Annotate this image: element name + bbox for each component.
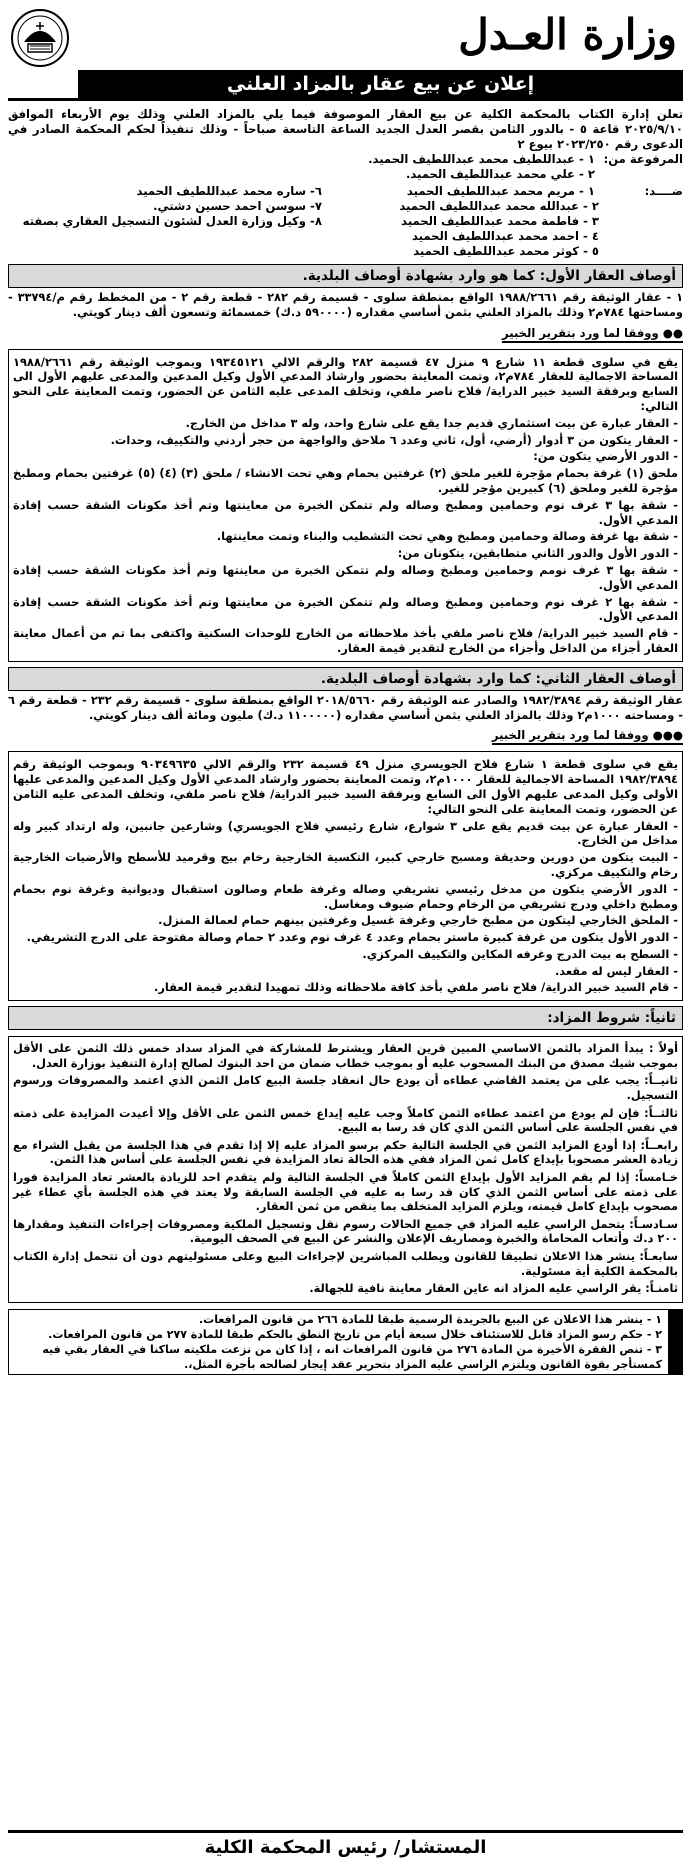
property-2-detail: - الدور الأرضي يتكون من مدخل رئيسي تشريفي وصاله وغرفة طعام وصالون استقبال وديوانية وغرفة نوم بحمام ومطبخ داخلي ودرج تشريفي من الرخام وحمام ضيوف ومغاسل. bbox=[13, 881, 678, 911]
plaintiff-1: ١ - عبداللطيف محمد عبداللطيف الحميد. bbox=[368, 152, 595, 166]
defendants-column-2 bbox=[8, 184, 322, 259]
property-2-detail: - العقار ليس له مقعد. bbox=[554, 963, 678, 978]
plaintiffs bbox=[8, 152, 683, 182]
property-2-detail: - البيت يتكون من دورين وحديقة ومسبح خارجي كبير، التكسية الخارجية رخام بيج وقرميد للأسطح والأرضيات الخارجية رخام والتكييف مركزي. bbox=[13, 850, 678, 879]
intro-paragraph: تعلن إدارة الكتاب بالمحكمة الكلية عن بيع العقار الموصوفة فيما يلي بالمزاد العلني وذلك يوم الأربعاء الموافق ٢٠٢٥/٩/١٠ قاعة ٥ - بالدور الثامن بقصر العدل الجديد الساعة التاسعة صباحاً - وذلك تنفيذاً لحكم المحكمة الصادر في الدعوى رقم ٢٠٢٣/٢٥٠ بيوع ٢ bbox=[8, 107, 683, 151]
notes-box bbox=[8, 1309, 683, 1375]
kuwait-emblem-icon bbox=[10, 8, 70, 68]
note-item: ٣ - تنص الفقرة الأخيرة من المادة ٢٧٦ من قانون المرافعات انه ، إذا كان من نزعت ملكيته ساكنا في العقار بقي فيه كمستأجر بقوة القانون ويلتزم الراسي عليه المزاد بتحرير عقد إيجار لصالحه بأجرة المثل،. bbox=[42, 1342, 662, 1371]
term-item: خـامساً: إذا لم يقم المزايد الأول بإيداع الثمن كاملاً في الجلسة التالية ولم يتقدم احد للزيادة بالعشر تعاد المزايدة فورا على ذمته على أساس الثمن الذي كان قد رسا به عليه في الجلسة السابقة ولا يعتد في هذه الجلسة بأي عطاء غير مصحوب بإيداع كامل قيمته، ويلزم المزايد المتخلف بما ينقص من ثمن العقار. bbox=[13, 1171, 678, 1214]
property-2-municipal: عقار الوثيقة رقم ١٩٨٢/٣٨٩٤ والصادر عنه الوثيقة رقم ٢٠١٨/٥٦٦٠ الواقع بمنطقة سلوى - قسيمة رقم ٢٣٢ - قطعة رقم ٦ - ومساحته ١٠٠٠م٢ وذلك بالمزاد العلني بثمن أساسي مقداره (١١٠٠٠٠٠ د.ك) مليون ومائة ألف دينار كويتي. bbox=[8, 692, 684, 722]
defendants-label: ضــــد: bbox=[644, 184, 683, 198]
property-2-expert-report bbox=[8, 751, 683, 1001]
property-1-detail: ملحق (١) غرفة بحمام مؤجرة للغير ملحق (٢) غرفتين بحمام وهي تحت الانشاء / ملحق (٣) (٤) (٥) غرفتين بحمام ومطبخ مؤجرة للغير وملحق (٦) كبيرين مؤجر للغير. bbox=[13, 466, 678, 495]
property-2-expert-heading: ●●● ووفقا لما ورد بتقرير الخبير bbox=[492, 728, 683, 745]
defendant-2: ٢ - عبدالله محمد عبداللطيف الحميد bbox=[399, 199, 599, 213]
property-1-detail: - الدور الأول والدور الثاني متطابقين، يتكونان من: bbox=[397, 546, 678, 561]
property-1-heading: أوصاف العقار الأول: كما هو وارد بشهادة أوصاف البلدية. bbox=[8, 264, 683, 288]
term-item: أولاً : يبدأ المزاد بالثمن الاساسي المبين قرين العقار ويشترط للمشاركة في المزاد سداد خمس ذلك الثمن على الأقل بموجب شيك مصدق من البنك المسحوب عليه أو بموجب خطاب ضمان من احد البنوك لصالح إدارة التنفيذ بوزارة العدل. bbox=[13, 1042, 678, 1070]
term-item: ثانيــاً: يجب على من يعتمد القاضي عطاءه أن يودع حال انعقاد جلسة البيع كامل الثمن الذي اعتمد والمصروفات ورسوم التسجيل. bbox=[13, 1074, 678, 1103]
notes-body bbox=[9, 1310, 668, 1374]
terms-heading: ثانياً: شروط المزاد: bbox=[8, 1006, 683, 1030]
term-item: سابعـاً: ينشر هذا الاعلان تطبيقا للقانون ويطلب المباشرين لإجراءات البيع وعلى مسئوليتهم دون أن تتحمل إدارة الكتاب بالمحكمة الكلية أية مسئولية. bbox=[13, 1250, 678, 1278]
defendants-column-1 bbox=[322, 184, 683, 259]
property-1-detail: - شقة بها غرفة وصالة وحمامين ومطبخ وهي تحت التشطيب والبناء وتمت معاينتها. bbox=[216, 529, 678, 544]
property-1-expert-heading: ●● ووفقا لما ورد بتقرير الخبير bbox=[502, 326, 683, 343]
defendant-3: ٣ - فاطمة محمد عبداللطيف الحميد bbox=[401, 214, 599, 228]
term-item: ثالثــاً: فإن لم يودع من اعتمد عطاءه الثمن كاملاً وجب عليه إيداع خمس الثمن على الأقل وإلا أعيدت المزايدة على ذمته في نفس الجلسة على أساس الثمن الذي كان قد رسا به البيع. bbox=[13, 1106, 678, 1135]
property-1-detail: - شقة بها ٢ غرف نوم وحمامين ومطبخ وصاله ولم تتمكن الخبرة من معاينتها وتم أخذ مكونات الشقة حسب إفادة المدعي الأول. bbox=[13, 594, 678, 624]
property-2-heading: أوصاف العقار الثاني: كما وارد بشهادة أوصاف البلدية. bbox=[8, 667, 683, 691]
term-item: ثامنـاً: يقر الراسي عليه المزاد انه عاين العقار معاينة نافية للجهالة. bbox=[309, 1282, 678, 1296]
property-1-detail: - العقار يتكون من ٣ أدوار (أرضي، أول، ثاني وعدد ٦ ملاحق والواجهة من حجر أردني والتكييف، وحدات. bbox=[110, 432, 678, 447]
property-1-municipal: ١ - عقار الوثيقة رقم ١٩٨٨/٢٦٦١ الواقع بمنطقة سلوى - قسيمة رقم ٢٨٢ - قطعة رقم ٢ - من المخطط رقم م/٣٣٧٩٤ - ومساحتها ٧٨٤م٢ وذلك بالمزاد العلني بثمن أساسي مقداره (٥٩٠٠٠٠ د.ك) خمسمائة وتسعون ألف دينار كويتي. bbox=[8, 290, 684, 319]
property-1-detail: - الدور الأرضي يتكون من: bbox=[533, 449, 678, 464]
announcement-banner: إعلان عن بيع عقار بالمزاد العلني bbox=[78, 70, 683, 98]
defendant-4: ٤ - احمد محمد عبداللطيف الحميد bbox=[411, 229, 599, 243]
note-item: ٢ - حكم رسو المزاد قابل للاستئناف خلال سبعة أيام من تاريخ النطق بالحكم طبقا للمادة ٢٧٧ من قانون المرافعات. bbox=[48, 1327, 662, 1341]
property-1-detail: - العقار عبارة عن بيت استثماري قديم جدا يقع على شارع واحد، وله ٣ مداخل من الخارج. bbox=[185, 415, 678, 430]
notes-side-bar bbox=[668, 1310, 682, 1374]
defendants bbox=[8, 184, 683, 259]
note-item: ١ - ينشر هذا الاعلان عن البيع بالجريدة الرسمية طبقا للمادة ٢٦٦ من قانون المرافعات. bbox=[198, 1312, 662, 1326]
defendant-5: ٥ - كوثر محمد عبداللطيف الحميد bbox=[413, 244, 599, 258]
property-2-detail: - السطح به بيت الدرج وغرفه المكاين والتكييف المركزي. bbox=[362, 946, 678, 961]
plaintiff-2: ٢ - علي محمد عبداللطيف الحميد. bbox=[405, 167, 595, 181]
announcement-page bbox=[8, 6, 683, 1858]
property-1-expert-intro: يقع في سلوى قطعة ١١ شارع ٩ منزل ٤٧ قسيمة ٢٨٢ والرقم الالي ١٩٣٤٥١٢١ وبموجب الوثيقة رقم ١٩٨٨/٢٦٦١ المساحة الاجمالية للعقار ٧٨٤م٢، وتمت المعاينة بحضور وارشاد المدعي الأول وكيل المدعين والمدعى عليهم الأول الى السابع وبرفقة السيد خبير الدراية/ فلاح ناصر ملفي، وتخلف المدعى عليه الثامن عن الحضور، وتمت المعاينة على النحو التالي: bbox=[13, 354, 678, 413]
defendant-1: ١ - مريم محمد عبداللطيف الحميد bbox=[406, 184, 595, 198]
defendant-7: ٧- سوسن احمد حسين دشتي. bbox=[153, 199, 322, 213]
signature-footer: المستشار/ رئيس المحكمة الكلية bbox=[8, 1830, 683, 1858]
ministry-title: وزارة العـدل bbox=[458, 10, 677, 59]
property-1-expert-report bbox=[8, 349, 683, 662]
property-2-expert-intro: يقع في سلوى قطعة ١ شارع فلاح الجويسري منزل ٤٩ قسيمة ٢٣٢ والرقم الالي ٩٠٣٤٩٦٣٥ وبموجب الوثيقة رقم ١٩٨٢/٣٨٩٤ المساحة الاجمالية للعقار ١٠٠٠م٢، وتمت المعاينة بحضور وارشاد المدعي الأول وكيل المدعين والمدعى عليها الأولى وكيل المدعى عليهم الأول الى السابع وبرفقة السيد خبير الدراية/ فلاح ناصر ملفي، وتخلف المدعى عليه الثامن عن الحضور، وتمت المعاينة على النحو التالي: bbox=[13, 757, 678, 816]
property-2-detail: - الدور الأول يتكون من غرفة كبيرة ماستر بحمام وعدد ٤ غرف نوم وعدد ٢ حمام وصالة مفتوحة على الدرج التشريفي. bbox=[26, 930, 678, 945]
property-1-detail: - شقة بها ٣ غرف نوم وحمامين ومطبخ وصاله ولم تتمكن الخبرة من معاينتها وتم أخذ مكونات الشقة حسب إفادة المدعي الأول. bbox=[13, 497, 678, 527]
plaintiffs-label: المرفوعة من: bbox=[603, 152, 683, 166]
terms-list bbox=[8, 1036, 683, 1303]
term-item: رابعــاً: إذا أودع المزايد الثمن في الجلسة التالية حكم برسو المزاد عليه إلا إذا تقدم في هذا الجلسة من يقبل الشراء مع زيادة العشر مصحوبا بإيداع كامل ثمن المزاد ففي هذه الحالة تعاد المزايدة في نفس الجلسة على أساس هذا الثمن. bbox=[13, 1138, 678, 1167]
defendant-6: ٦- ساره محمد عبداللطيف الحميد bbox=[136, 184, 322, 198]
header bbox=[8, 6, 683, 101]
property-2-detail: - قام السيد خبير الدراية/ فلاح ناصر ملفي بأخذ كافة ملاحظاته وذلك تمهيدا لتقدير قيمة العقار. bbox=[154, 980, 678, 995]
defendant-8: ٨- وكيل وزارة العدل لشئون التسجيل العقاري بصفته bbox=[22, 214, 322, 228]
property-2-detail: - العقار عبارة عن بيت قديم يقع على ٣ شوارع، شارع رئيسي فلاح الجويسري) وشارعين جانبين، وله ارتداد كبير وله مداخل من الخارج. bbox=[13, 818, 678, 848]
term-item: سـادسـاً: يتحمل الراسي عليه المزاد في جميع الحالات رسوم نقل وتسجيل الملكية ومصروفات إجراءات التنفيذ ومقدارها ٢٠٠ د.ك وأتعاب المحاماة والخبرة ومصاريف الإعلان والنشر عن البيع في الصحف اليومية. bbox=[13, 1217, 678, 1246]
property-1-detail: - قام السيد خبير الدراية/ فلاح ناصر ملفي بأخذ ملاحظاته من الخارج للوحدات السكنية واكتفى بما تم من أعمال معاينة العقار أجزاء من الداخل وأجزاء من الخارج لتقدير قيمة العقار. bbox=[13, 626, 678, 655]
property-2-detail: - الملحق الخارجي ليتكون من مطبخ خارجي وغرفة غسيل وغرفتين بينهم حمام لعمالة المنزل. bbox=[158, 913, 678, 928]
property-1-detail: - شقة بها ٣ غرف نومم وحمامين ومطبخ وصاله ولم تتمكن الخبرة من معاينتها وتم أخذ مكونات الشقة حسب إفادة المدعي الأول. bbox=[13, 562, 678, 592]
